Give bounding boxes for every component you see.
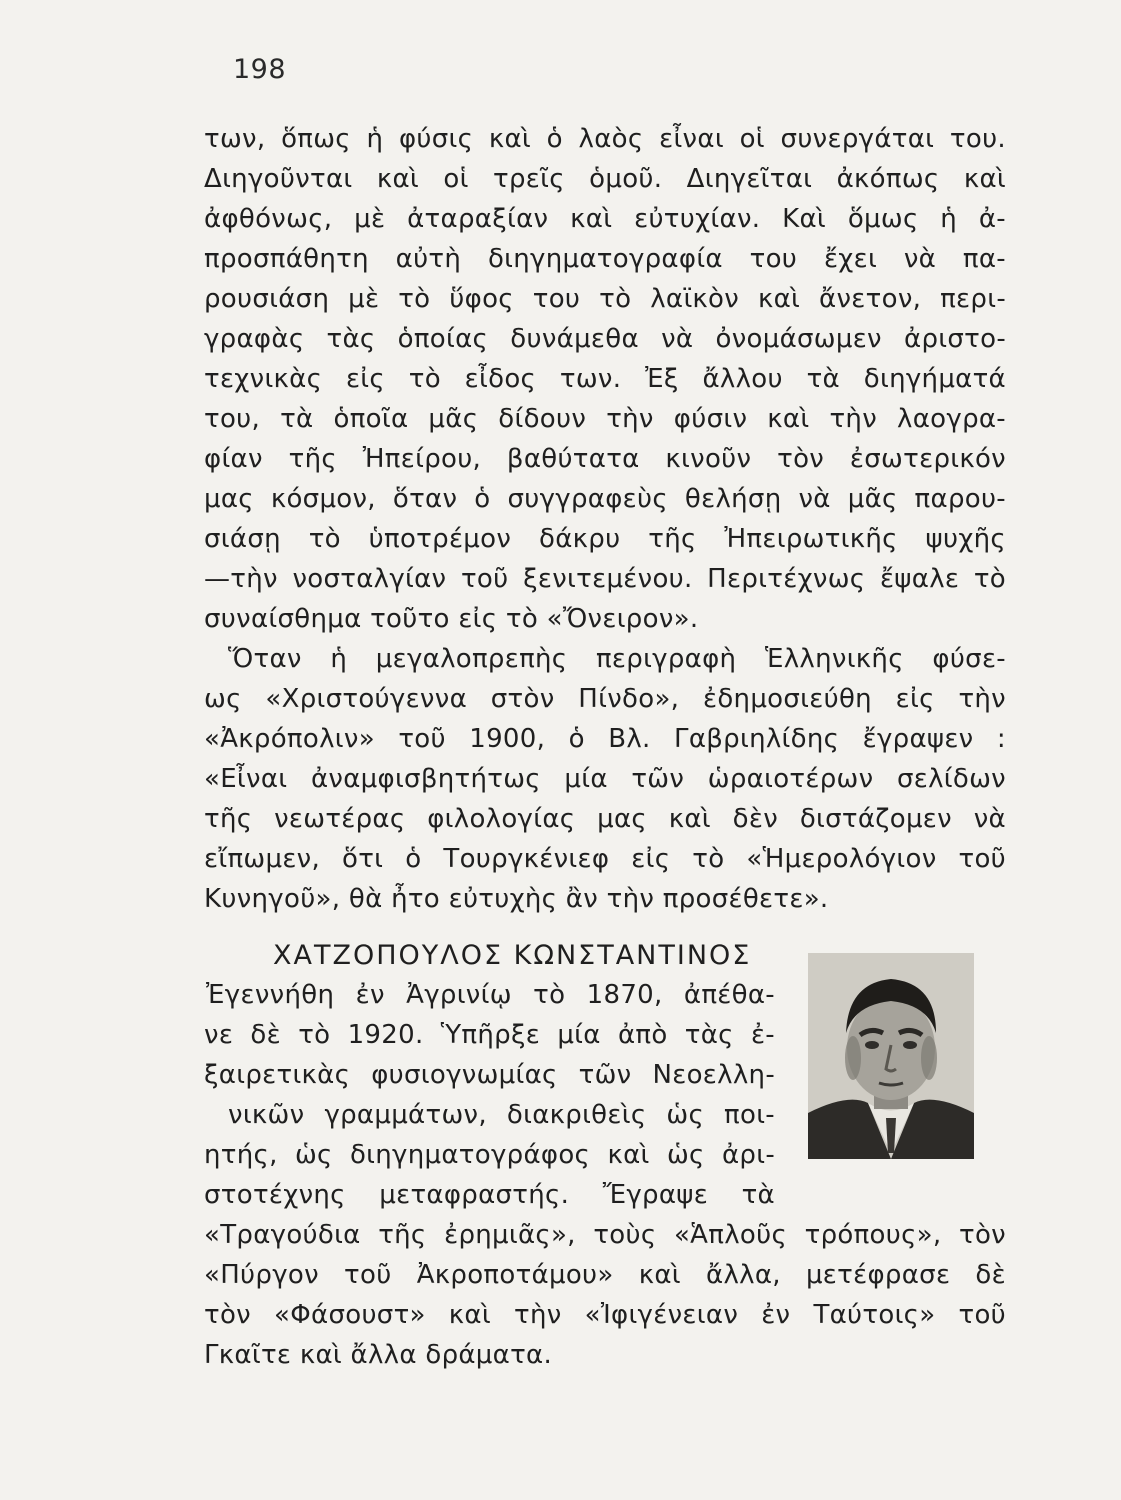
text-line: —τὴν νοσταλγίαν τοῦ ξενιτεμένου. Περιτέχνως ἔψαλε τὸ: [204, 564, 1006, 594]
text-line: ως «Χριστούγεννα στὸν Πίνδο», ἐδημοσιεύθη εἰς τὴν: [204, 684, 1006, 714]
text-line: τῆς νεωτέρας φιλολογίας μας καὶ δὲν διστάζομεν νὰ: [204, 804, 1006, 834]
text-line: ἀφθόνως, μὲ ἀταραξίαν καὶ εὐτυχίαν. Καὶ ὅμως ἡ ἀ-: [204, 204, 1006, 234]
text-line: μας κόσμον, ὅταν ὁ συγγραφεὺς θελήσῃ νὰ μᾶς παρου-: [204, 484, 1006, 514]
text-line: του, τὰ ὁποῖα μᾶς δίδουν τὴν φύσιν καὶ τὴν λαογρα-: [204, 404, 1006, 434]
text-line: Διηγοῦνται καὶ οἱ τρεῖς ὁμοῦ. Διηγεῖται ἀκόπως καὶ: [204, 164, 1006, 194]
text-line: νε δὲ τὸ 1920. Ὑπῆρξε μία ἀπὸ τὰς ἐ-: [204, 1020, 775, 1050]
text-line: τὸν «Φάσουστ» καὶ τὴν «Ἰφιγένειαν ἐν Ταύτοις» τοῦ: [204, 1300, 1006, 1330]
text-line: γραφὰς τὰς ὁποίας δυνάμεθα νὰ ὀνομάσωμεν ἀριστο-: [204, 324, 1006, 354]
author-heading: ΧΑΤΖΟΠΟΥΛΟΣ ΚΩΝΣΤΑΝΤΙΝΟΣ: [273, 940, 752, 971]
text-line: νικῶν γραμμάτων, διακριθεὶς ὡς ποι-: [228, 1100, 775, 1130]
text-line: «Πύργον τοῦ Ἀκροποτάμου» καὶ ἄλλα, μετέφρασε δὲ: [204, 1260, 1006, 1290]
text-line: «Εἶναι ἀναμφισβητήτως μία τῶν ὡραιοτέρων σελίδων: [204, 764, 1006, 794]
text-line: σιάσῃ τὸ ὑποτρέμον δάκρυ τῆς Ἠπειρωτικῆς ψυχῆς: [204, 524, 1006, 554]
text-line: Ἐγεννήθη ἐν Ἀγρινίῳ τὸ 1870, ἀπέθα-: [206, 980, 775, 1010]
text-line: στοτέχνης μεταφραστής. Ἔγραψε τὰ: [204, 1180, 775, 1210]
text-line: ρουσιάση μὲ τὸ ὕφος του τὸ λαϊκὸν καὶ ἄνετον, περι-: [204, 284, 1006, 314]
text-line: προσπάθητη αὐτὴ διηγηματογραφία του ἔχει νὰ πα-: [204, 244, 1006, 274]
text-line: «Ἀκρόπολιν» τοῦ 1900, ὁ Βλ. Γαβριηλίδης ἔγραψεν :: [204, 724, 1006, 754]
text-line: Ὅταν ἡ μεγαλοπρεπὴς περιγραφὴ Ἑλληνικῆς φύσε-: [228, 644, 1006, 674]
text-line: Κυνηγοῦ», θὰ ἦτο εὐτυχὴς ἂν τὴν προσέθετε».: [204, 884, 829, 914]
text-line: τεχνικὰς εἰς τὸ εἶδος των. Ἐξ ἄλλου τὰ διηγήματά: [204, 364, 1006, 394]
text-line: ητής, ὡς διηγηματογράφος καὶ ὡς ἀρι-: [204, 1140, 775, 1170]
text-line: των, ὅπως ἡ φύσις καὶ ὁ λαὸς εἶναι οἱ συνεργάται του.: [204, 124, 1006, 154]
text-line: συναίσθημα τοῦτο εἰς τὸ «Ὄνειρον».: [204, 604, 699, 634]
text-line: «Τραγούδια τῆς ἐρημιᾶς», τοὺς «Ἁπλοῦς τρόπους», τὸν: [204, 1220, 1006, 1250]
text-line: εἴπωμεν, ὅτι ὁ Τουργκένιεφ εἰς τὸ «Ἡμερολόγιον τοῦ: [204, 844, 1006, 874]
author-portrait: [808, 953, 974, 1159]
text-line: φίαν τῆς Ἠπείρου, βαθύτατα κινοῦν τὸν ἐσωτερικόν: [204, 444, 1006, 474]
portrait-photo: [808, 953, 974, 1159]
page-number: 198: [233, 54, 287, 85]
text-line: Γκαῖτε καὶ ἄλλα δράματα.: [204, 1340, 553, 1370]
text-line: ξαιρετικὰς φυσιογνωμίας τῶν Νεοελλη-: [204, 1060, 775, 1090]
